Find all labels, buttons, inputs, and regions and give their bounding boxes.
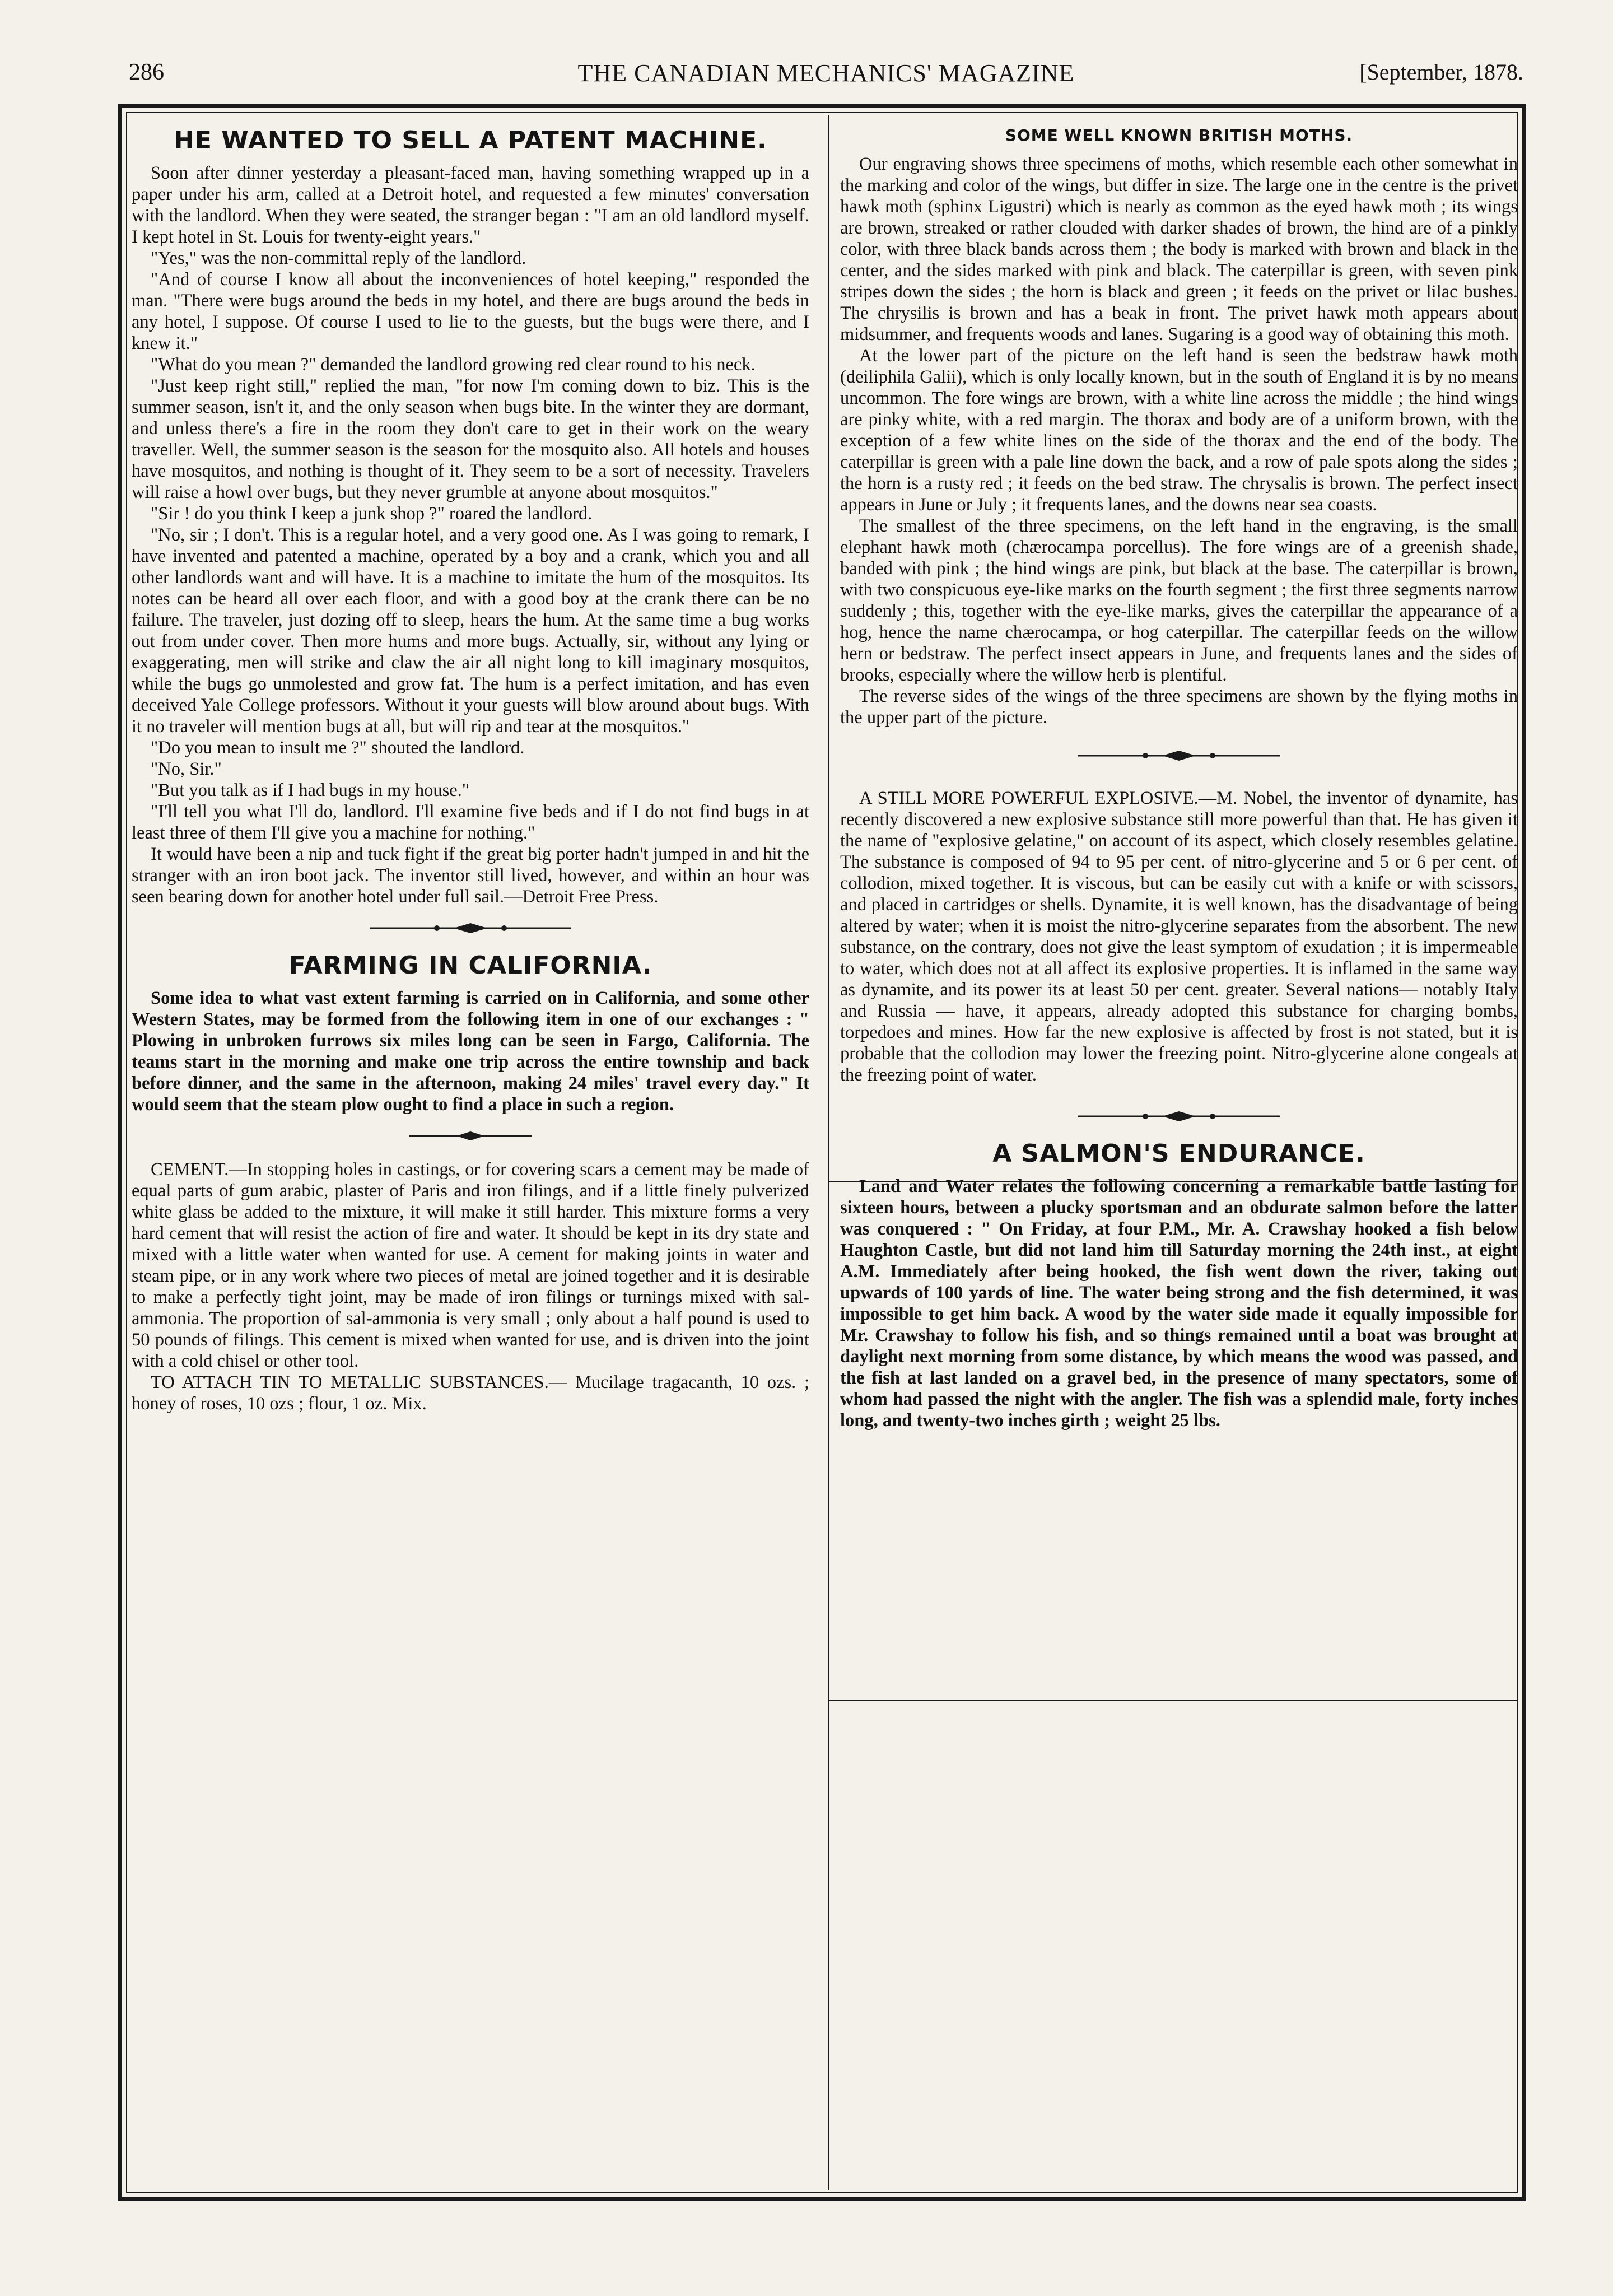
ornamental-divider bbox=[132, 923, 809, 934]
article-salmon-endurance bbox=[840, 1139, 1518, 1431]
ornamental-divider bbox=[840, 1111, 1518, 1123]
paragraph: Our engraving shows three specimens of moths, which resemble each other somewhat in the marking and color of the wings, but differ in size. The large one in the centre is the privet hawk moth (sphinx Ligustri) which is nearly as common as the eyed hawk moth ; its wings are brown, streaked or rather clouded with darker shades of brown, the hind are of a pinkly color, with three black bands across them ; the body is marked with brown and black in the center, and the sides marked with pink and black. The caterpillar is green, with seven pink stripes down the sides ; the horn is black and green ; it feeds on the privet or lilac bushes. The chrysilis is brown and has a beak in front. The privet hawk moth appears about midsummer, and frequents woods and lanes. Sugaring is a good way of obtaining this moth. bbox=[840, 154, 1518, 344]
paragraph: "Just keep right still," replied the man, "for now I'm coming down to biz. This is the summer season, isn't it, and the only season when bugs bite. In the winter they are dormant, and unless there's a fire in the room they don't care to get in their work on the weary traveller. Well, the summer season is the season for the mosquito also. All hotels and houses have mosquitos, and nothing is thought of it. They seem to be a sort of necessity. Travelers will raise a howl over bugs, but they never grumble at anyone about mosquitos." bbox=[132, 376, 809, 502]
paragraph: A STILL MORE POWERFUL EXPLOSIVE.—M. Nobel, the inventor of dynamite, has recently discovered a new explosive substance still more powerful than that. He has given it the name of "explosive gelatine," on account of its aspect, which closely resembles gelatine. The substance is composed of 94 to 95 per cent. of nitro-glycerine and 5 or 6 per cent. of collodion, mixed together. It is viscous, but can be easily cut with a knife or with scissors, and placed in cartridges or shells. Dynamite, it is well known, has the disadvantage of being altered by water; when it is moist the nitro-glycerine separates from the absorbent. The new substance, on the contrary, does not give the least symptom of exudation ; it is impermeable to water, which does not at all affect its explosive properties. It is inflamed in the same way as dynamite, and its power its at least 50 per cent. greater. Several nations— notably Italy and Russia — have, it appears, already adopted this substance for charging bombs, torpedoes and mines. How far the new explosive is affected by frost is not stated, but it is probable that the collodion may lower the freezing point. Nitro-glycerine alone congeals at the freezing point of water. bbox=[840, 788, 1518, 1085]
article-patent-machine bbox=[132, 126, 809, 907]
paragraph: "What do you mean ?" demanded the landlord growing red clear round to his neck. bbox=[151, 355, 756, 375]
paragraph: At the lower part of the picture on the left hand is seen the bedstraw hawk moth (deiliphila Galii), which is only locally known, but in the south of England it is by no means uncommon. The fore wings are brown, with a white line across the middle ; the hind wings are pinky white, with a red margin. The thorax and body are of a uniform brown, with the exception of a few white lines on the side of the thorax and the end of the body. The caterpillar is green with a pale line down the back, and a row of pale spots along the sides ; the horn is a rusty red ; it feeds on the bed straw. The chrysalis is brown. The perfect insect appears in June or July ; it frequents lanes, and the downs near sea coasts. bbox=[840, 346, 1518, 515]
right-column bbox=[840, 126, 1518, 1431]
magazine-title: THE CANADIAN MECHANICS' MAGAZINE bbox=[577, 59, 1075, 87]
paragraph: The reverse sides of the wings of the three specimens are shown by the flying moths in the upper part of the picture. bbox=[840, 686, 1518, 728]
article-body bbox=[840, 1176, 1518, 1431]
article-farming-california bbox=[132, 951, 809, 1115]
paragraph: TO ATTACH TIN TO METALLIC SUBSTANCES.— Mucilage tragacanth, 10 ozs. ; honey of roses, 10 ozs ; flour, 1 oz. Mix. bbox=[132, 1372, 809, 1414]
issue-date: [September, 1878. bbox=[1359, 59, 1523, 85]
paragraph: It would have been a nip and tuck fight if the great big porter hadn't jumped in and hit the stranger with an iron boot jack. The inventor still lived, however, and within an hour was seen bearing down for another hotel under full sail.—Detroit Free Press. bbox=[132, 844, 809, 907]
article-cement bbox=[132, 1159, 809, 1414]
article-title: FARMING IN CALIFORNIA. bbox=[288, 951, 652, 980]
article-title: HE WANTED TO SELL A PATENT MACHINE. bbox=[174, 126, 767, 155]
paragraph: "No, sir ; I don't. This is a regular hotel, and a very good one. As I was going to remark, I have invented and patented a machine, operated by a boy and a crank, which you and all other landlords want and will have. It is a machine to imitate the hum of the mosquitos. Its notes can be heard all over each floor, and with a good boy at the crank there can be no failure. The traveler, just dozing off to sleep, hears the hum. At the same time a bug works out from under cover. Then more hums and more bugs. Actually, sir, without any lying or exaggerating, men will strike and claw the air all night long to kill imaginary mosquitos, while the bugs go unmolested and grow fat. The hum is a perfect imitation, and has even deceived Yale College professors. Without it your guests will blow around about bugs. With it no traveler will mention bugs at all, but will rip and tear at the mosquitos." bbox=[132, 525, 809, 737]
left-column bbox=[132, 126, 809, 1414]
paragraph: "But you talk as if I had bugs in my house." bbox=[151, 780, 470, 800]
paragraph: "No, Sir." bbox=[151, 759, 222, 779]
paragraph: The smallest of the three specimens, on the left hand in the engraving, is the small elephant hawk moth (chærocampa porcellus). The fore wings are of a greenish shade, banded with pink ; the hind wings are pink, but black at the base. The caterpillar is brown, with two conspicuous eye-like marks on the fourth segment ; the first three segments narrow suddenly ; this, together with the eye-like marks, gives the caterpillar the appearance of a hog, hence the name chærocampa, or hog caterpillar. The caterpillar feeds on the willow hern or bedstraw. The perfect insect appears in June, and frequents lanes and the sides of brooks, especially where the willow herb is plentiful. bbox=[840, 516, 1518, 685]
page-number: 286 bbox=[129, 59, 164, 85]
paragraph: "Do you mean to insult me ?" shouted the landlord. bbox=[151, 738, 525, 758]
paragraph: Soon after dinner yesterday a pleasant-faced man, having something wrapped up in a paper under his arm, called at a Detroit hotel, and requested a few minutes' conversation with the landlord. When they were seated, the stranger began : "I am an old landlord myself. I kept hotel in St. Louis for twenty-eight years." bbox=[132, 163, 809, 247]
paragraph: Land and Water relates the following concerning a remarkable battle lasting for sixteen hours, between a plucky sportsman and an obdurate salmon before the latter was conquered : " On Friday, at four P.M., Mr. A. Crawshay hooked a fish below Haughton Castle, but did not land him till Saturday morning the 24th inst., at eight A.M. Immediately after being hooked, the fish went down the river, taking out upwards of 100 yards of line. The water being strong and the fish determined, it was impossible to get him back. A wood by the water side made it equally impossible for Mr. Crawshay to follow his fish, and so things remained until a boat was brought at daylight next morning from some distance, by which means the wood was passed, and the fish at last landed on a gravel bed, in the presence of many spectators, some of whom had passed the night with the angler. The fish was a splendid male, forty inches long, and twenty-two inches girth ; weight 25 lbs. bbox=[840, 1176, 1518, 1431]
article-british-moths bbox=[840, 126, 1518, 728]
ornamental-divider bbox=[840, 751, 1518, 762]
article-title: A SALMON'S ENDURANCE. bbox=[992, 1139, 1365, 1168]
page-header bbox=[129, 59, 1523, 98]
column-divider bbox=[828, 115, 829, 2190]
paragraph: "And of course I know all about the inconveniences of hotel keeping," responded the man. "There were bugs around the beds in my hotel, and there are bugs around the beds in any hotel, I suppose. Of course I used to lie to the guests, but the bugs were there, and I knew it." bbox=[132, 269, 809, 353]
paragraph: CEMENT.—In stopping holes in castings, or for covering scars a cement may be made of equal parts of gum arabic, plaster of Paris and iron filings, and if a little finely pulverized white glass be added to the mixture, it will make it still harder. This mixture forms a very hard cement that will resist the action of fire and water. It should be kept in its dry state and mixed with a little water when wanted for use. A cement for making joints in water and steam pipe, or in any work where two pieces of metal are joined together and it is desirable to make a perfectly tight joint, may be made of iron filings or turnings mixed with sal-ammonia. The proportion of sal-ammonia is very small ; only about a half pound is used to 50 pounds of filings. This cement is mixed when wanted for use, and is driven into the joint with a cold chisel or other tool. bbox=[132, 1159, 809, 1371]
article-title: SOME WELL KNOWN BRITISH MOTHS. bbox=[1005, 126, 1353, 145]
paragraph: "I'll tell you what I'll do, landlord. I'll examine five beds and if I do not find bugs in at least three of them I'll give you a machine for nothing." bbox=[132, 802, 809, 843]
paragraph: Some idea to what vast extent farming is carried on in California, and some other Western States, may be formed from the following item in one of our exchanges : " Plowing in unbroken furrows six miles long can be seen in Fargo, California. The teams start in the morning and make one trip across the entire township and back before dinner, and the same in the afternoon, making 24 miles' travel every day." It would seem that the steam plow ought to find a place in such a region. bbox=[132, 988, 809, 1115]
article-powerful-explosive bbox=[840, 788, 1518, 1086]
right-column-rule-2 bbox=[829, 1700, 1518, 1701]
article-body bbox=[132, 988, 809, 1115]
paragraph: "Sir ! do you think I keep a junk shop ?" roared the landlord. bbox=[151, 504, 593, 524]
paragraph: "Yes," was the non-committal reply of the landlord. bbox=[151, 248, 526, 268]
ornamental-divider bbox=[132, 1131, 809, 1142]
